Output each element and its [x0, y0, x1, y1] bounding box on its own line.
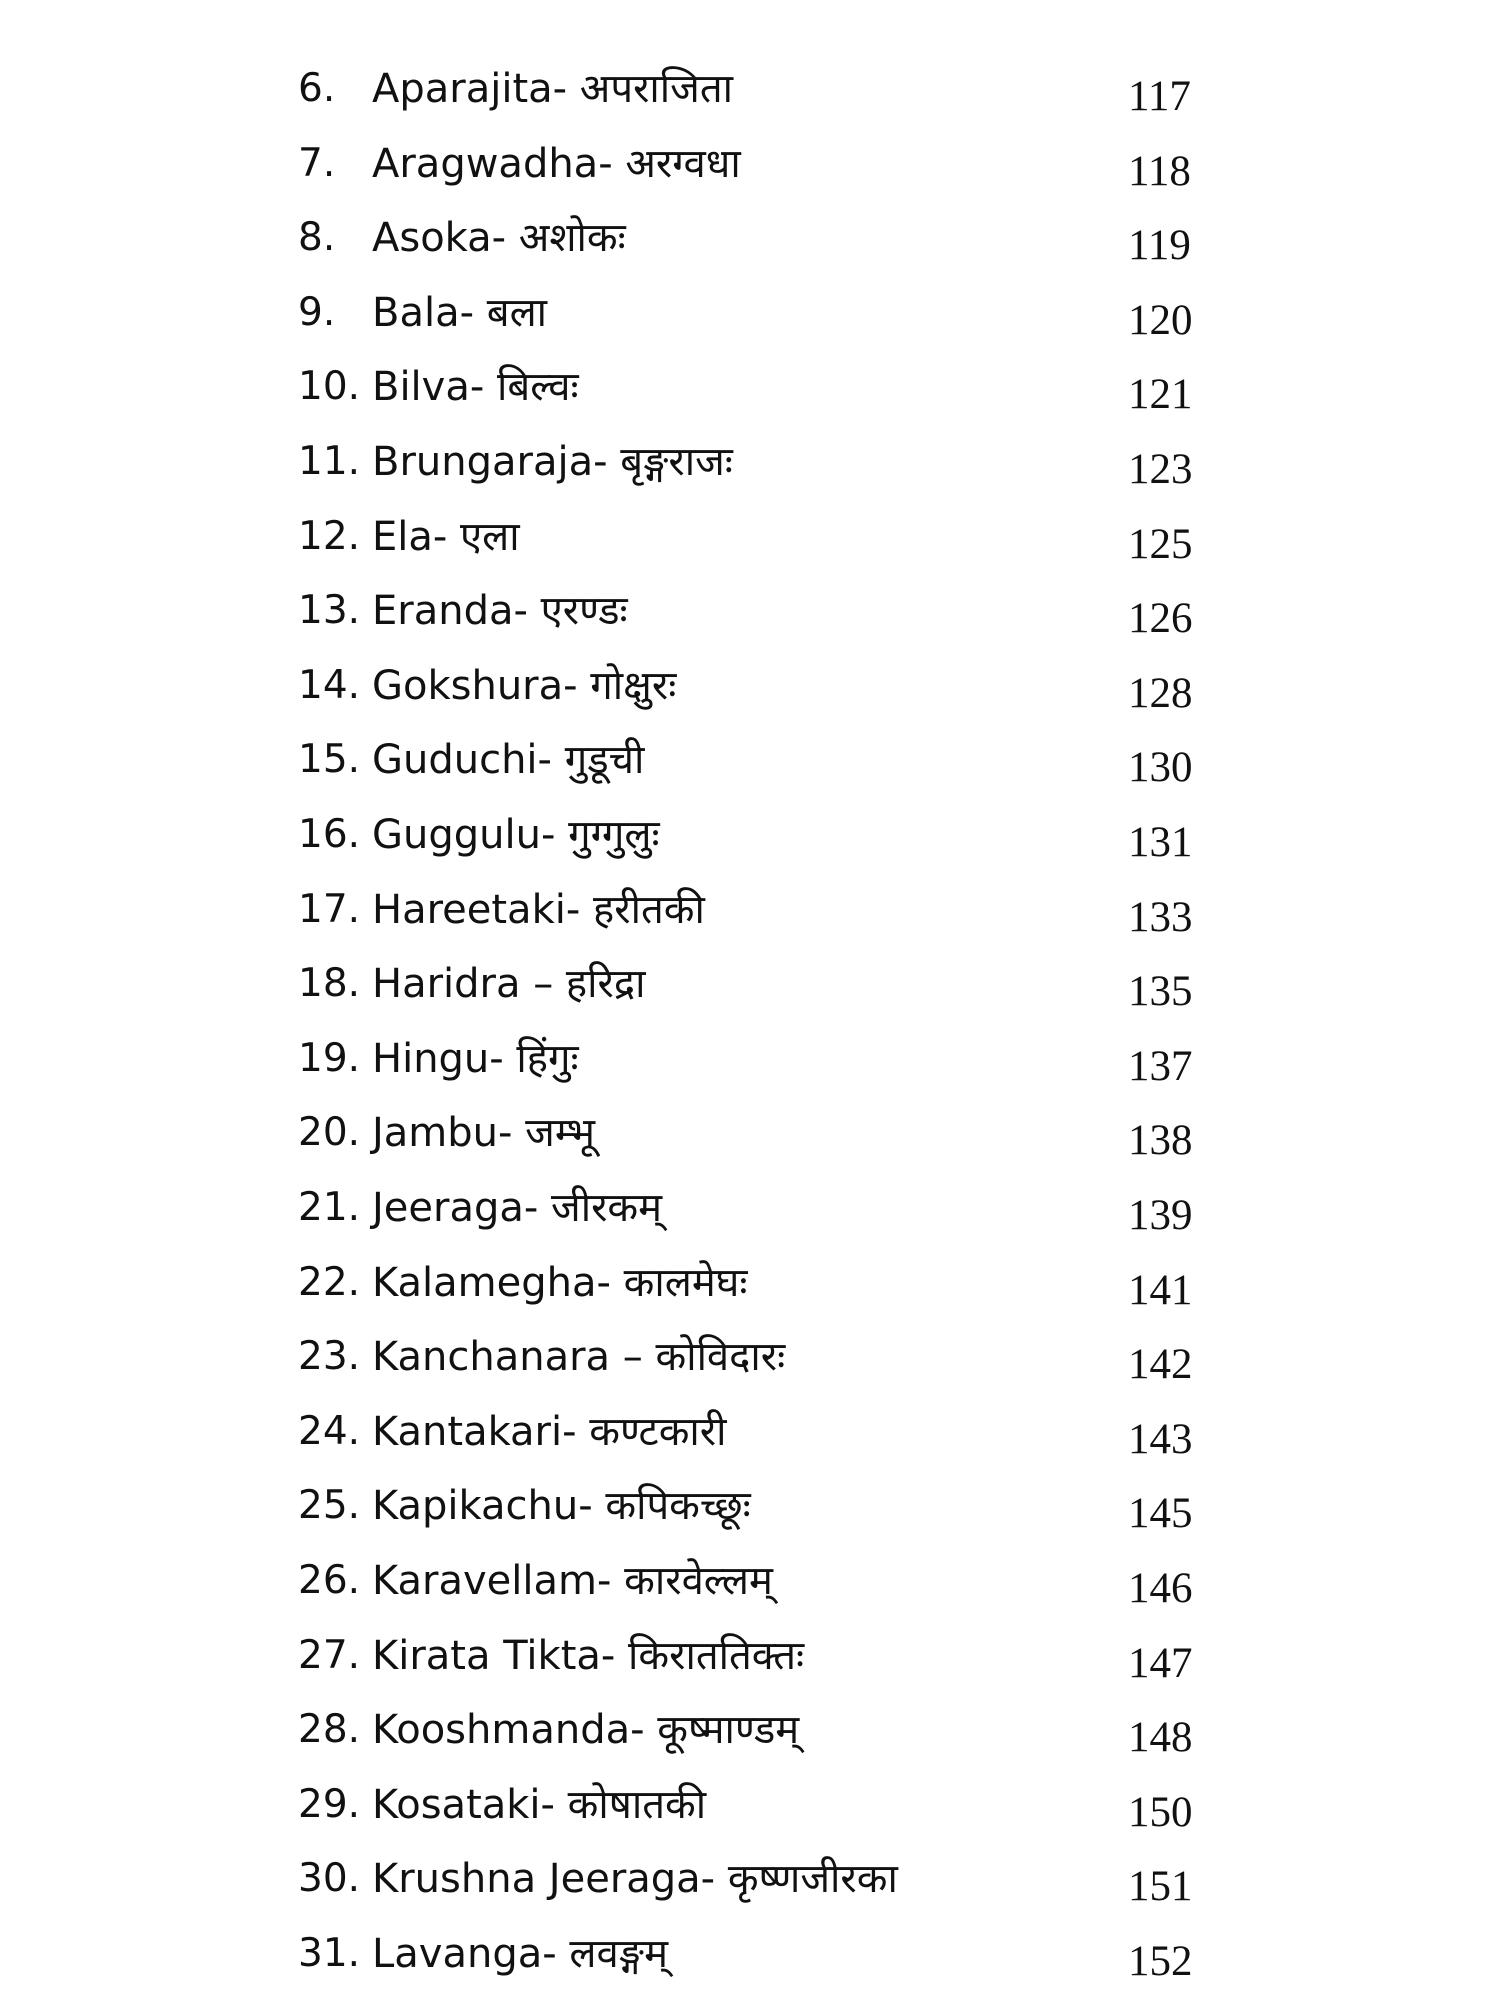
entry-page-number: 135	[1128, 968, 1193, 1016]
entry-page-number: 120	[1128, 296, 1193, 344]
toc-entry	[0, 127, 1500, 201]
entry-title: Krushna Jeeraga- कृष्णजीरका	[372, 1856, 898, 1903]
entry-title: Haridra – हरिद्रा	[372, 961, 646, 1008]
entry-page-number: 125	[1128, 520, 1193, 568]
entry-title: Kooshmanda- कूष्माण्डम्	[372, 1707, 800, 1754]
toc-entry	[0, 798, 1500, 872]
toc-entry	[0, 1320, 1500, 1394]
toc-entry	[0, 1917, 1500, 1991]
entry-number: 20.	[298, 1110, 361, 1156]
entry-number: 18.	[298, 961, 361, 1007]
entry-number: 19.	[298, 1035, 361, 1081]
entry-number: 30.	[298, 1856, 361, 1902]
entry-page-number: 133	[1128, 893, 1193, 941]
entry-title: Lavanga- लवङ्गम्	[372, 1931, 668, 1977]
entry-number: 25.	[298, 1483, 361, 1529]
entry-number: 13.	[298, 588, 361, 634]
entry-title: Asoka- अशोकः	[372, 215, 626, 262]
entry-number: 23.	[298, 1334, 361, 1380]
toc-entry	[0, 1469, 1500, 1543]
entry-number: 21.	[298, 1185, 361, 1230]
toc-entry	[0, 873, 1500, 947]
toc-entry	[0, 723, 1500, 797]
toc-entry	[0, 500, 1500, 574]
entry-page-number: 128	[1128, 669, 1193, 717]
entry-title: Guduchi- गुडूची	[372, 737, 645, 784]
entry-number: 16.	[298, 812, 361, 857]
toc-entry	[0, 1693, 1500, 1767]
entry-title: Ela- एला	[372, 513, 520, 560]
entry-title: Hingu- हिंगुः	[372, 1035, 579, 1082]
entry-title: Bilva- बिल्वः	[372, 364, 579, 411]
entry-page-number: 143	[1128, 1415, 1193, 1463]
entry-title: Karavellam- कारवेल्लम्	[372, 1558, 773, 1604]
entry-title: Bala- बला	[372, 289, 548, 336]
entry-page-number: 119	[1128, 222, 1191, 270]
toc-entry	[0, 649, 1500, 723]
toc-entry	[0, 1246, 1500, 1320]
entry-title: Brungaraja- बृङ्गराजः	[372, 439, 733, 485]
entry-page-number: 139	[1128, 1192, 1193, 1239]
entry-number: 14.	[298, 662, 361, 708]
entry-page-number: 141	[1128, 1266, 1193, 1314]
entry-number: 9.	[298, 289, 336, 335]
entry-title: Gokshura- गोक्षुरः	[372, 662, 677, 709]
entry-title: Jeeraga- जीरकम्	[372, 1185, 663, 1231]
entry-title: Kantakari- कण्टकारी	[372, 1408, 727, 1455]
entry-number: 27.	[298, 1632, 361, 1678]
entry-page-number: 123	[1128, 446, 1193, 493]
entry-title: Guggulu- गुग्गुलुः	[372, 812, 660, 858]
entry-number: 28.	[298, 1707, 361, 1753]
entry-title: Kirata Tikta- किराततिक्तः	[372, 1632, 805, 1679]
entry-page-number: 147	[1128, 1639, 1193, 1687]
toc-entry	[0, 52, 1500, 126]
entry-number: 31.	[298, 1931, 361, 1976]
entry-page-number: 118	[1128, 147, 1191, 195]
toc-entry	[0, 201, 1500, 275]
entry-number: 22.	[298, 1259, 361, 1305]
toc-entry	[0, 1619, 1500, 1693]
entry-title: Hareetaki- हरीतकी	[372, 886, 705, 933]
entry-page-number: 151	[1128, 1863, 1193, 1911]
entry-title: Kosataki- कोषातकी	[372, 1781, 707, 1828]
entry-number: 12.	[298, 513, 361, 559]
entry-page-number: 146	[1128, 1565, 1193, 1612]
toc-entry	[0, 1544, 1500, 1618]
toc-entry	[0, 947, 1500, 1021]
entry-number: 24.	[298, 1408, 361, 1454]
entry-page-number: 130	[1128, 744, 1193, 792]
entry-page-number: 117	[1128, 73, 1191, 120]
toc-entry	[0, 1022, 1500, 1096]
toc-entry	[0, 1171, 1500, 1245]
entry-number: 6.	[298, 66, 336, 111]
entry-title: Aparajita- अपराजिता	[372, 66, 733, 112]
toc-entry	[0, 276, 1500, 350]
entry-page-number: 126	[1128, 595, 1193, 643]
entry-number: 7.	[298, 140, 336, 186]
entry-page-number: 148	[1128, 1714, 1193, 1762]
entry-page-number: 145	[1128, 1490, 1193, 1538]
toc-entry	[0, 1096, 1500, 1170]
toc-entry	[0, 1768, 1500, 1842]
entry-title: Kalamegha- कालमेघः	[372, 1259, 748, 1306]
entry-page-number: 152	[1128, 1938, 1193, 1985]
entry-number: 15.	[298, 737, 361, 783]
entry-title: Eranda- एरण्डः	[372, 588, 628, 635]
toc-entry	[0, 425, 1500, 499]
entry-page-number: 121	[1128, 371, 1193, 419]
entry-title: Jambu- जम्भू	[372, 1110, 595, 1157]
entry-page-number: 142	[1128, 1341, 1193, 1389]
entry-page-number: 138	[1128, 1117, 1193, 1165]
toc-entry	[0, 574, 1500, 648]
entry-number: 11.	[298, 439, 361, 484]
entry-title: Kanchanara – कोविदारः	[372, 1334, 786, 1381]
entry-number: 26.	[298, 1558, 361, 1603]
entry-number: 10.	[298, 364, 361, 410]
entry-page-number: 137	[1128, 1042, 1193, 1090]
entry-title: Kapikachu- कपिकच्छूः	[372, 1483, 751, 1530]
entry-page-number: 131	[1128, 819, 1193, 866]
entry-number: 8.	[298, 215, 336, 261]
entry-number: 17.	[298, 886, 361, 932]
entry-title: Aragwadha- अरग्वधा	[372, 140, 741, 187]
entry-number: 29.	[298, 1781, 361, 1827]
toc-entry	[0, 1842, 1500, 1916]
toc-entry	[0, 350, 1500, 424]
entry-page-number: 150	[1128, 1788, 1193, 1836]
toc-entry	[0, 1395, 1500, 1469]
